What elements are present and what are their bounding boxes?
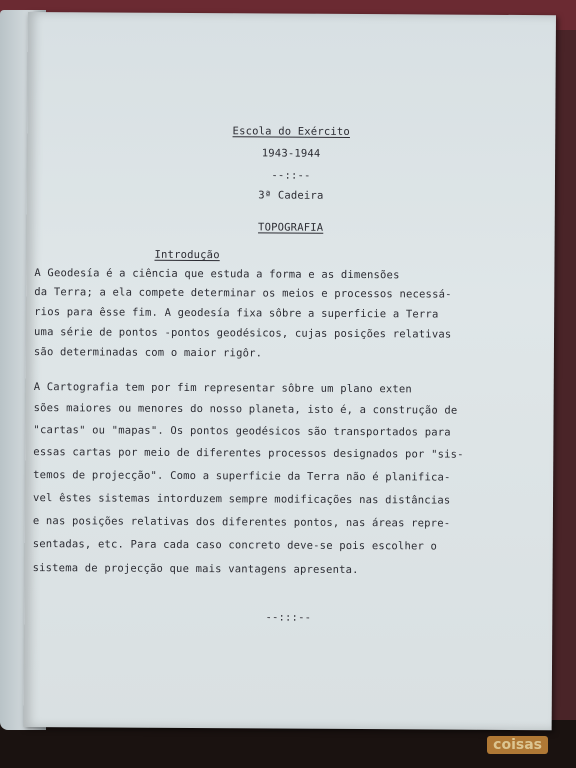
text-line: rios para êsse fim. A geodesía fixa sôbre a superficie a Terra (34, 306, 439, 321)
text-line: vel êstes sistemas intorduzem sempre modificações nas distâncias (32, 492, 451, 507)
watermark-logo: coisas (487, 736, 548, 754)
text-line: da Terra; a ela compete determinar os meios e processos necessá- (34, 286, 452, 301)
years: 1943-1944 (261, 147, 321, 160)
subject-title: TOPOGRAFIA (258, 221, 324, 234)
text-line: sentadas, etc. Para cada caso concreto deve-se pois escolher o (32, 538, 438, 553)
text-line: temos de projecção". Como a superficie da Terra não é planifica- (33, 469, 451, 484)
section-title: Introdução (154, 248, 220, 262)
document-page (24, 12, 556, 730)
text-line: A Geodesía é a ciência que estuda a forma e as dimensões (34, 267, 400, 282)
text-line: e nas posições relativas dos diferentes pontos, nas áreas repre- (32, 515, 451, 530)
text-line: "cartas" ou "mapas". Os pontos geodésicos são transportados para (33, 424, 451, 439)
text-line: sões maiores ou menores do nosso planeta, isto é, a construção de (33, 402, 458, 417)
text-line: uma série de pontos -pontos geodésicos, cujas posições relativas (34, 326, 452, 341)
text-line: são determinadas com o maior rigôr. (33, 346, 263, 360)
end-mark: --:::-- (265, 611, 312, 624)
chair-number: 3ª Cadeira (258, 189, 324, 202)
text-line: essas cartas por meio de diferentes processos designados por "sis- (33, 446, 464, 461)
text-line: sistema de projecção que mais vantagens apresenta. (32, 562, 359, 577)
text-line: A Cartografia tem por fim representar sôbre um plano exten (33, 381, 412, 396)
separator: --::-- (271, 169, 311, 182)
school-title: Escola do Exército (232, 125, 350, 138)
